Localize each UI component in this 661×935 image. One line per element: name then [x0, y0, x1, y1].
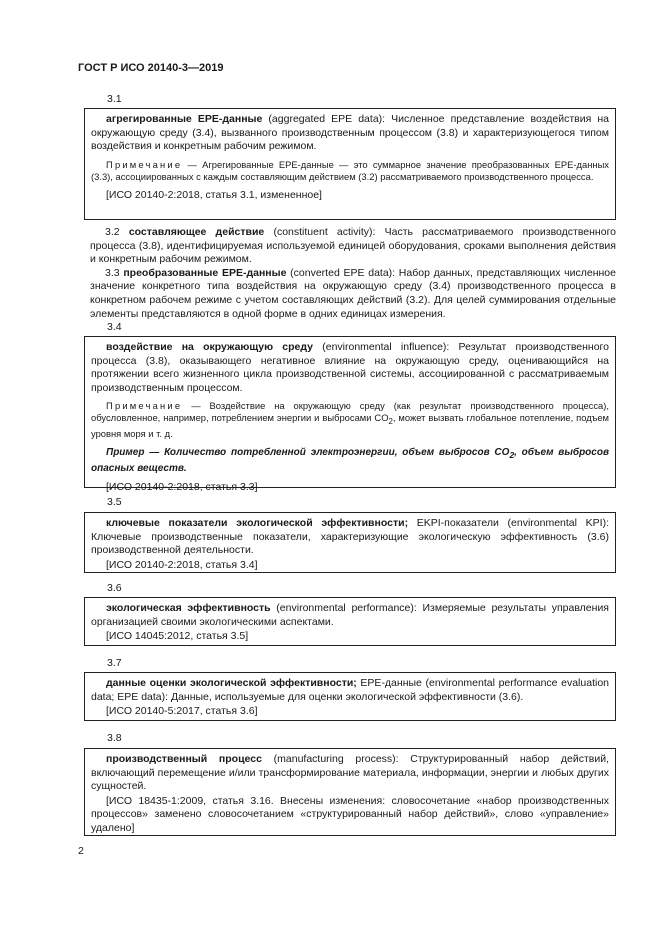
source-3-7: [ИСО 20140-5:2017, статья 3.6]	[106, 705, 258, 718]
page-number: 2	[78, 845, 84, 857]
definitions-3-2-3-3	[90, 226, 616, 321]
definition-3-1: агрегированные EPE-данные (aggregated EPE data): Численное представление воздействия на окружающую среду (3.4), вызванного производственным процессом (3.8) и характеризующегося типом воздействия и конкретным рабочим режимом.	[91, 113, 609, 153]
source-3-8: [ИСО 18435-1:2009, статья 3.16. Внесены изменения: словосочетание «набор производственных процессов» заменено словосочетанием «структурированный набор действий», слово «управление» удалено]	[91, 794, 609, 834]
entry-number-3-1: 3.1	[107, 93, 122, 105]
definition-3-7: данные оценки экологической эффективности; EPE-данные (environmental performance evaluation data; EPE data): Данные, используемые для оценки экологической эффективности (3.6).	[91, 677, 609, 703]
term-3-6: экологическая эффективность	[106, 602, 271, 614]
definition-box-3-6	[84, 597, 616, 646]
definition-box-3-7	[84, 672, 616, 721]
term-3-7: данные оценки экологической эффективности;	[106, 677, 357, 689]
definition-3-6: экологическая эффективность (environmental performance): Измеряемые результаты управления организацией своими экологическими аспектами.	[91, 602, 609, 628]
document-header: ГОСТ Р ИСО 20140-3—2019	[78, 62, 224, 74]
term-3-3: преобразованные EPE-данные	[123, 266, 287, 279]
definition-3-4: воздействие на окружающую среду (environmental influence): Результат производственного процесса (3.8), оказывающего негативное влияние на окружающую среду, оценивающийся на протяжении всего жизненного цикла производственной системы, ассоциированной с рассматриваемым производственным процессом.	[91, 341, 609, 394]
entry-number-3-6: 3.6	[107, 582, 122, 594]
definition-3-2: 3.2 составляющее действие (constituent activity): Часть рассматриваемого производственного процесса (3.8), идентифицируемая используемой единицей оборудования, сроками выполнения действия и конкретным рабочим режимом.	[90, 226, 617, 266]
entry-number-3-8: 3.8	[107, 732, 122, 744]
note-3-4: Примечание — Воздействие на окружающую среду (как результат производственного процесса), обусловленное, например, потреблением энергии и выбросами $CO_2$, может вызвать глобальное потепление, подъем уровня моря и т. д.	[91, 400, 609, 440]
term-3-8: производственный процесс	[106, 753, 262, 765]
source-3-5: [ИСО 20140-2:2018, статья 3.4]	[106, 558, 258, 571]
definition-box-3-8	[84, 748, 616, 836]
term-3-5: ключевые показатели экологической эффективности;	[106, 517, 409, 529]
entry-number-3-4: 3.4	[107, 321, 122, 333]
entry-number-3-7: 3.7	[107, 657, 122, 669]
term-3-1: агрегированные EPE-данные	[106, 113, 263, 125]
source-3-4: [ИСО 20140-2:2018, статья 3.3]	[106, 481, 258, 494]
definition-box-3-4	[84, 336, 616, 494]
definition-box-3-1	[84, 108, 616, 220]
note-3-1: Примечание — Агрегированные EPE-данные — это суммарное значение преобразованных EPE-данных (3.3), ассоциированных с каждым составляющим действием (3.2) рассматриваемого производственного процесса.	[91, 158, 609, 182]
example-3-4: Пример — Количество потребленной электроэнергии, объем выбросов $CO_2$, объем выбросов опасных веществ.	[91, 447, 609, 475]
source-3-1: [ИСО 20140-2:2018, статья 3.1, измененное]	[106, 188, 322, 201]
term-3-4: воздействие на окружающую среду	[106, 341, 314, 353]
definition-3-3: 3.3 преобразованные EPE-данные (converted EPE data): Набор данных, представляющих численное значение конкретного типа воздействия на окружающую среду (3.4) производственного процесса в конкретном рабочем режиме с учетом составляющих действий (3.2). Для целей суммирования отдельные элементы представляются в одной форме в одних единицах измерения.	[90, 266, 616, 320]
definition-3-5: ключевые показатели экологической эффективности; EKPI-показатели (environmental KPI): Ключевые производственные показатели, характеризующие экологическую эффективность (3.6) производственной деятельности.	[91, 517, 609, 557]
term-3-2: составляющее действие	[128, 226, 265, 238]
source-3-6: [ИСО 14045:2012, статья 3.5]	[106, 630, 249, 643]
entry-number-3-5: 3.5	[107, 496, 122, 508]
definition-box-3-5	[84, 512, 616, 573]
definition-3-8: производственный процесс (manufacturing process): Структурированный набор действий, включающий перемещение и/или трансформирование материала, информации, энергии и любых других сущностей.	[91, 753, 609, 793]
